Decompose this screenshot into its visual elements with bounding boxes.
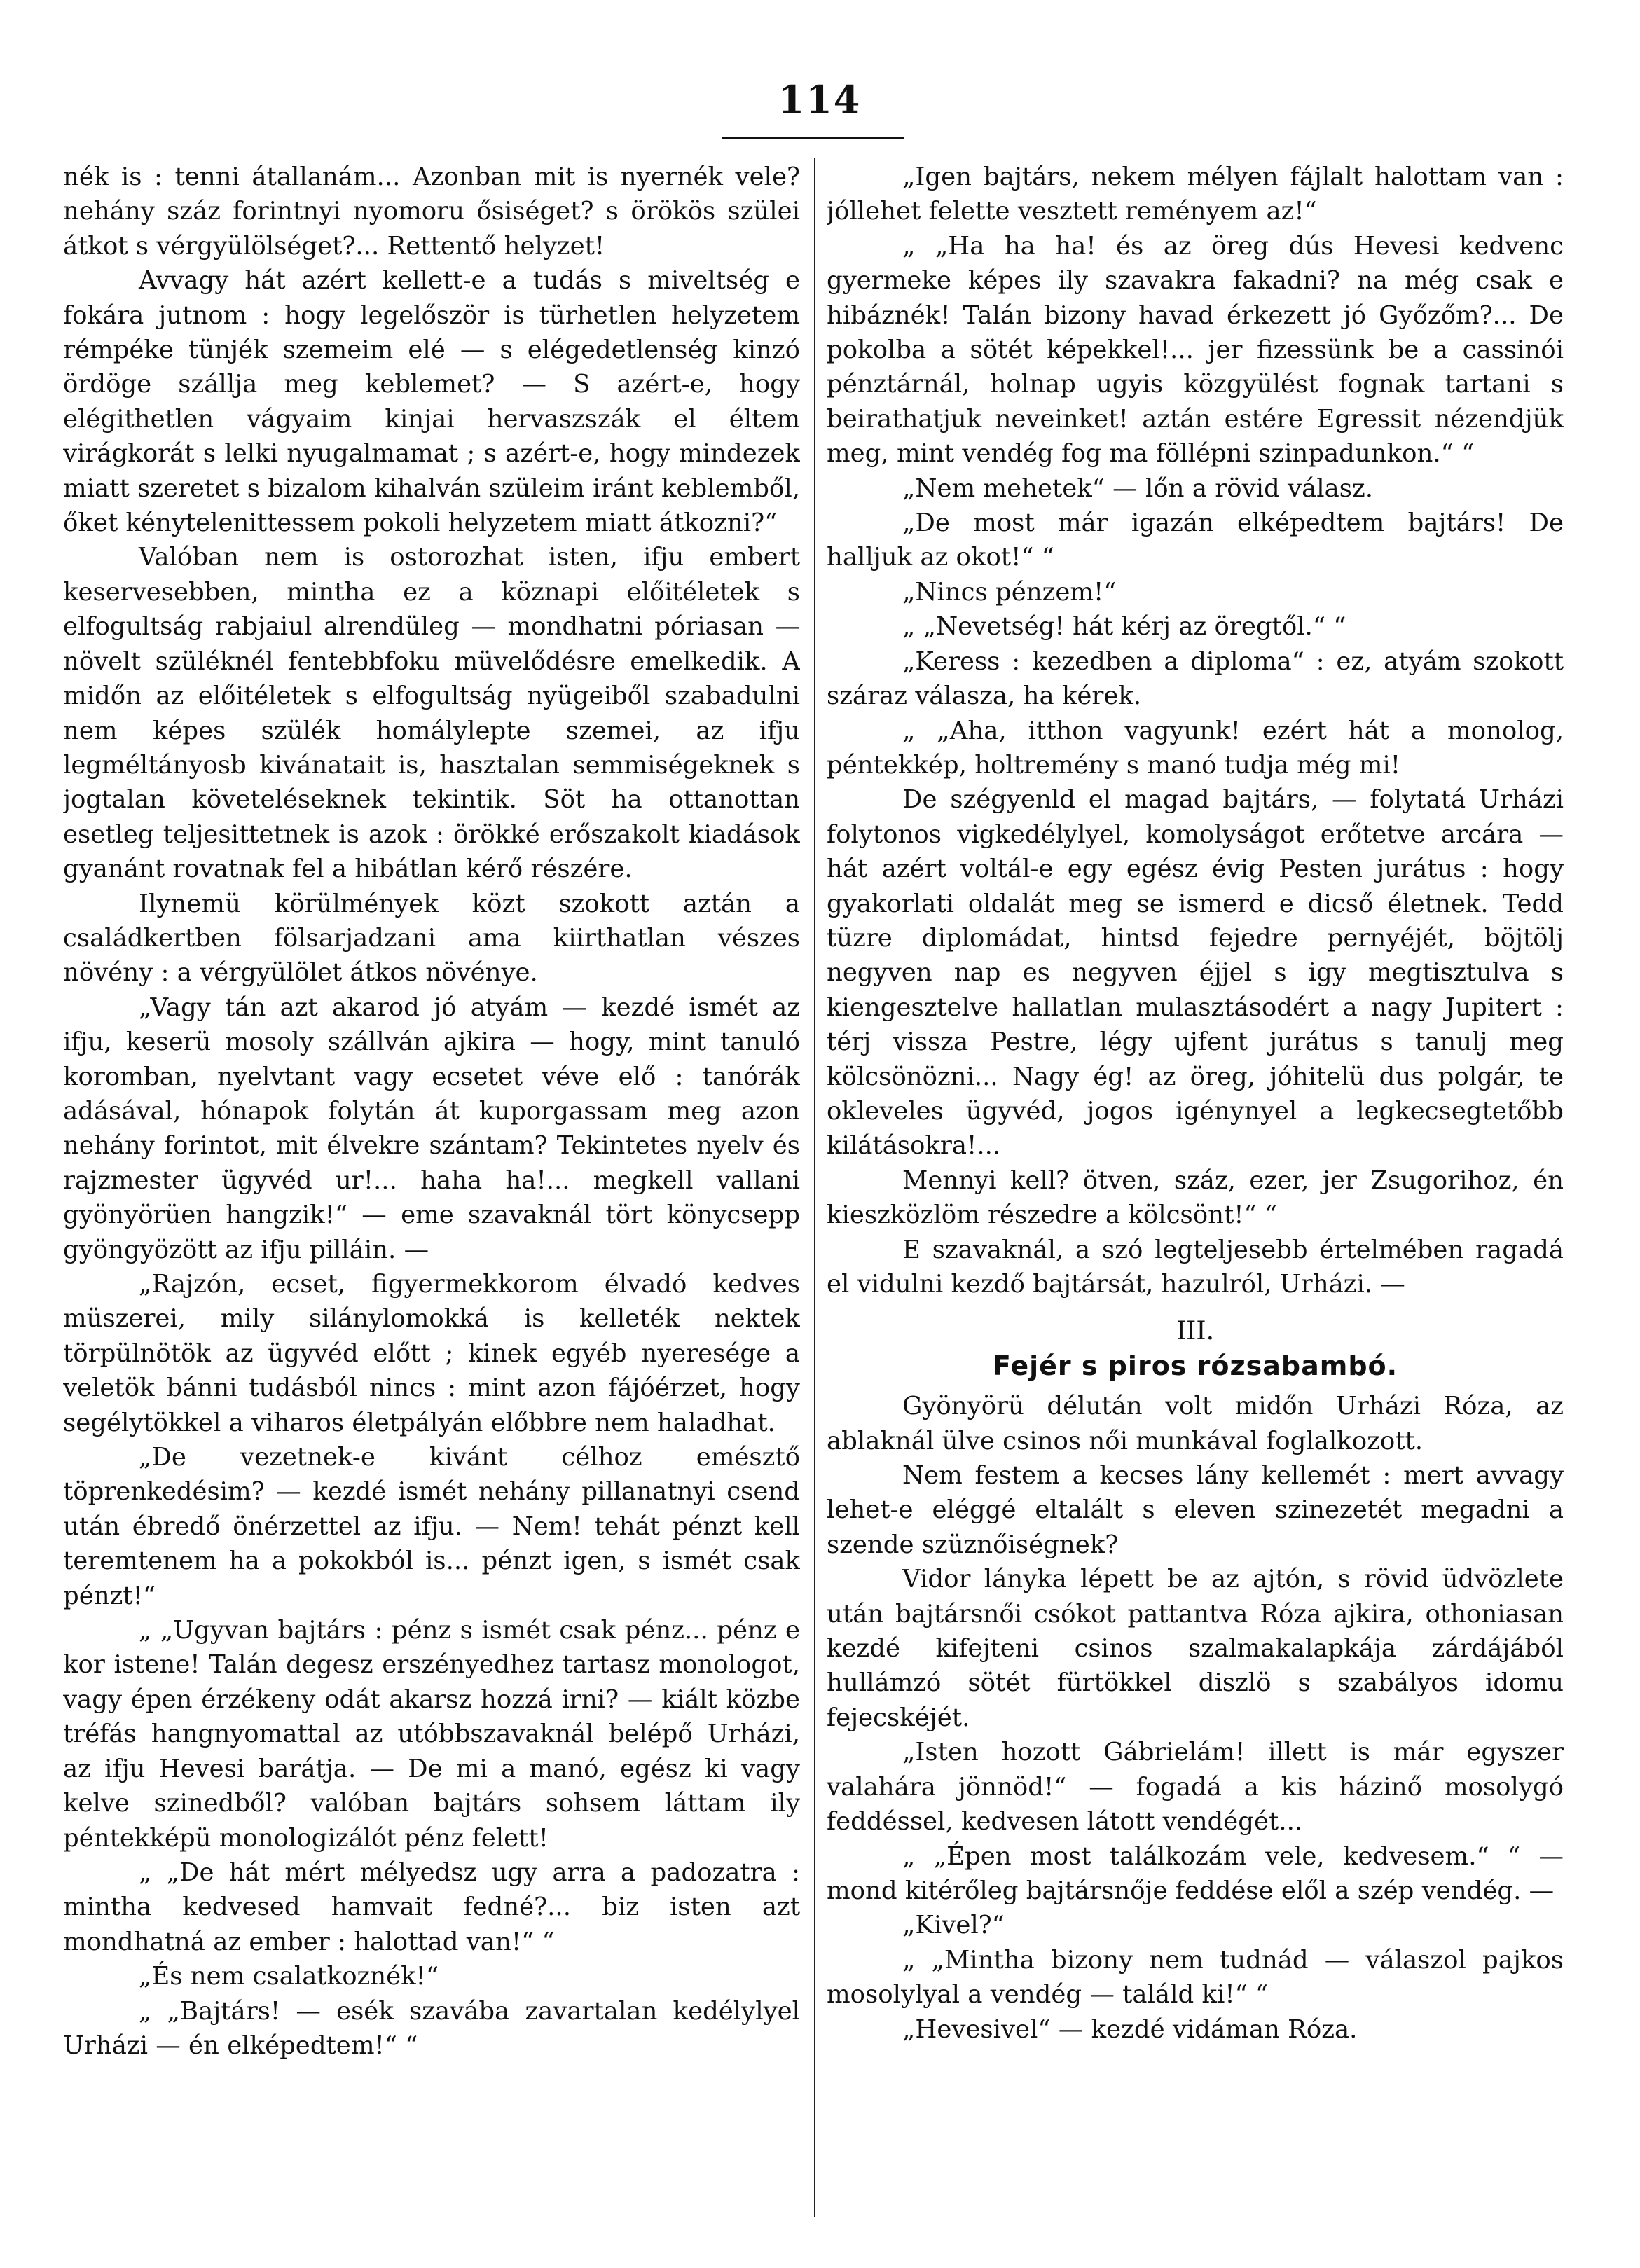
paragraph: nék is : tenni átallanám... Azonban mit is nyernék vele? nehány száz forintnyi nyomoru ősiséget? s örökös szülei átkot s vérgyülölséget?... Rettentő helyzet!: [63, 163, 800, 261]
paragraph: „Rajzón, ecset, figyermekkorom élvadó kedves müszerei, mily silánylomokká is kelleték nektek törpülnötök az ügyvéd előtt ; kinek egyéb nyeresége a veletök bánni tudásból nincs : mint azon fájóérzet, hogy segélytökkel a viharos életpályán előbbre nem haladhat.: [63, 1270, 800, 1437]
paragraph: Avvagy hát azért kellett-e a tudás s miveltség e fokára jutnom : hogy legelőször is türhetlen helyzetem rémpéke tünjék szemeim elé — s elégedetlenség kinzó ördöge szállja meg keblemet? — S azért-e, hogy elégithetlen vágyaim kinjai hervaszszák el éltem virágkorát s lelki nyugalmamat ; s azért-e, hogy mindezek miatt szeretet s bizalom kihalván szüleim iránt keblemből, őket kénytelenittessem pokoli helyzetem miatt átkozni?“: [63, 266, 800, 538]
page-number: 114: [778, 77, 862, 122]
paragraph: „Kivel?“: [902, 1911, 1005, 1940]
paragraph: Valóban nem is ostorozhat isten, ifju embert keservesebben, mintha ez a köznapi előitéletek s elfogultság rabjaiul alrendüleg — mondhatni póriasan — növelt szüléknél fentebbfoku müvelődésre emelkedik. A midőn az előitéletek s elfogultság nyügeiből szabadulni nem képes szülék homálylepte szemei, az ifju legméltányosb kivánatait is, hasztalan semmiségeknek s jogtalan követeléseknek tekintik. Söt ha ottanottan esetleg teljesittetnek is azok : örökké erőszakolt kiadások gyanánt rovatnak fel a hibátlan kérő részére.: [63, 543, 800, 884]
paragraph: „De vezetnek-e kivánt célhoz emésztő töprenkedésim? — kezdé ismét nehány pillanatnyi csend után ébredő önérzettel az ifju. — Nem! tehát pénzt kell teremtenem ha a pokokból is... pénzt igen, s ismét csak pénzt!“: [63, 1443, 800, 1610]
paragraph: „ „Nevetség! hát kérj az öregtől.“ “: [902, 612, 1346, 642]
paragraph: Ilynemü körülmények közt szokott aztán a családkertben fölsarjadzani ama kiirthatlan vészes növény : a vérgyülölet átkos növénye.: [63, 889, 800, 988]
paragraph: „És nem csalatkoznék!“: [139, 1962, 439, 1991]
right-column: [827, 160, 1564, 2247]
paragraph: „ „Aha, itthon vagyunk! ezért hát a monolog, péntekkép, holtremény s manó tudja még mi!: [827, 716, 1564, 780]
paragraph: „ „De hát mért mélyedsz ugy arra a padozatra : mintha kedvesed hamvait fedné?... biz isten azt mondhatná az ember : halottad van!“ “: [63, 1858, 800, 1956]
paragraph: „Isten hozott Gábrielám! illett is már egyszer valahára jönnöd!“ — fogadá a kis házinő mosolygó feddéssel, kedvesen látott vendégét...: [827, 1738, 1564, 1837]
paragraph: „ „Épen most találkozám vele, kedvesem.“ “ — mond kitérőleg bajtársnője feddése elől a szép vendég. —: [827, 1841, 1564, 1905]
paragraph: „ „Ha ha ha! és az öreg dús Hevesi kedvenc gyermeke képes ily szavakra fakadni? na még csak e hibáznék! Talán bizony havad érkezett jó Győzőm?... De pokolba a sötét képekkel!... jer fizessünk be a cassinói pénztárnál, holnap ugyis közgyülést fognak tartani s beirathatjuk neveinket! aztán estére Egressit nézendjük meg, mint vendég fog ma föllépni szinpadunkon.“ “: [827, 231, 1564, 469]
paragraph: „ „Mintha bizony nem tudnád — válaszol pajkos mosolylyal a vendég — találd ki!“ “: [827, 1945, 1564, 2010]
paragraph: „ „Ugyvan bajtárs : pénz s ismét csak pénz... pénz e kor istene! Talán degesz erszényedhez tartasz monologot, vagy épen érzékeny odát akarsz hozzá irni? — kiált közbe tréfás hangnyomattal az utóbbszavaknál belépő Urházi, az ifju Hevesi barátja. — De mi a manó, egész ki vagy kelve szinedből? valóban bajtárs sohsem láttam ily péntekképü monologizálót pénz felett!: [63, 1616, 800, 1853]
paragraph: „Nem mehetek“ — lőn a rövid válasz.: [902, 473, 1373, 503]
paragraph: „Nincs pénzem!“: [902, 577, 1117, 607]
paragraph: „Igen bajtárs, nekem mélyen fájlalt halottam van : jóllehet felette vesztett reményem az!“: [827, 163, 1564, 226]
paragraph: Vidor lányka lépett be az ajtón, s rövid üdvözlete után bajtársnői csókot pattantva Róza ajkira, othoniasan kezdé kifejteni csinos szalmakalapkája zárdájából hullámzó sötét fürtökkel diszlö s szabályos idomu fejecskéjét.: [827, 1565, 1564, 1732]
paragraph: „De most már igazán elképedtem bajtárs! De halljuk az okot!“ “: [827, 509, 1564, 572]
paragraph: „Vagy tán azt akarod jó atyám — kezdé ismét az ifju, keserü mosoly szállván ajkira — hogy, mint tanuló koromban, nyelvtant vagy ecsetet véve elő : tanórák adásával, hónapok folytán át kuporgassam meg azon nehány forintot, mit élvekre szántam? Tekintetes nyelv és rajzmester ügyvéd ur!... haha ha!... megkell vallani gyönyörüen hangzik!“ — eme szavaknál tört könycsepp gyöngyözött az ifju pilláin. —: [63, 993, 800, 1264]
paragraph: Mennyi kell? ötven, száz, ezer, jer Zsugorihoz, én kieszközlöm részedre a kölcsönt!“ “: [827, 1166, 1564, 1230]
left-column: [63, 160, 800, 2247]
paragraph: „ „Bajtárs! — esék szavába zavartalan kedélylyel Urházi — én elképedtem!“ “: [63, 1996, 800, 2060]
section-title: Fejér s piros rózsabambó.: [992, 1350, 1398, 1381]
section-number: III.: [1176, 1317, 1215, 1346]
paragraph: „Keress : kezedben a diploma“ : ez, atyám szokott száraz válasza, ha kérek.: [827, 646, 1564, 711]
paragraph: Nem festem a kecses lány kellemét : mert avvagy lehet-e eléggé eltalált s eleven szinezetét megadni a szende szüznőiségnek?: [827, 1461, 1564, 1559]
paragraph: „Hevesivel“ — kezdé vidáman Róza.: [902, 2014, 1358, 2044]
column-divider: [813, 158, 815, 2217]
header-rule: [722, 137, 904, 139]
paragraph: De szégyenld el magad bajtárs, — folytatá Urházi folytonos vigkedélylyel, komolyságot erőtetve arcára — hát azért voltál-e egy egész évig Pesten jurátus : hogy gyakorlati oldalát meg se ismerd e dicső életnek. Tedd tüzre diplomádat, hintsd fejedre pernyéjét, böjtölj negyven nap es negyven éjjel s igy megtisztulva s kiengesztelve hallatlan mulasztásodért a nagy Jupitert : térj vissza Pestre, légy ujfent jurátus s tanulj meg kölcsönözni... Nagy ég! az öreg, jóhitelü dus polgár, te okleveles ügyvéd, jogos igénynyel a legkecsegtetőbb kilátásokra!...: [827, 785, 1564, 1161]
paragraph: E szavaknál, a szó legteljesebb értelmében ragadá el vidulni kezdő bajtársát, hazulról, Urházi. —: [827, 1235, 1564, 1299]
paragraph: Gyönyörü délután volt midőn Urházi Róza, az ablaknál ülve csinos női munkával foglalkozott.: [827, 1392, 1564, 1455]
